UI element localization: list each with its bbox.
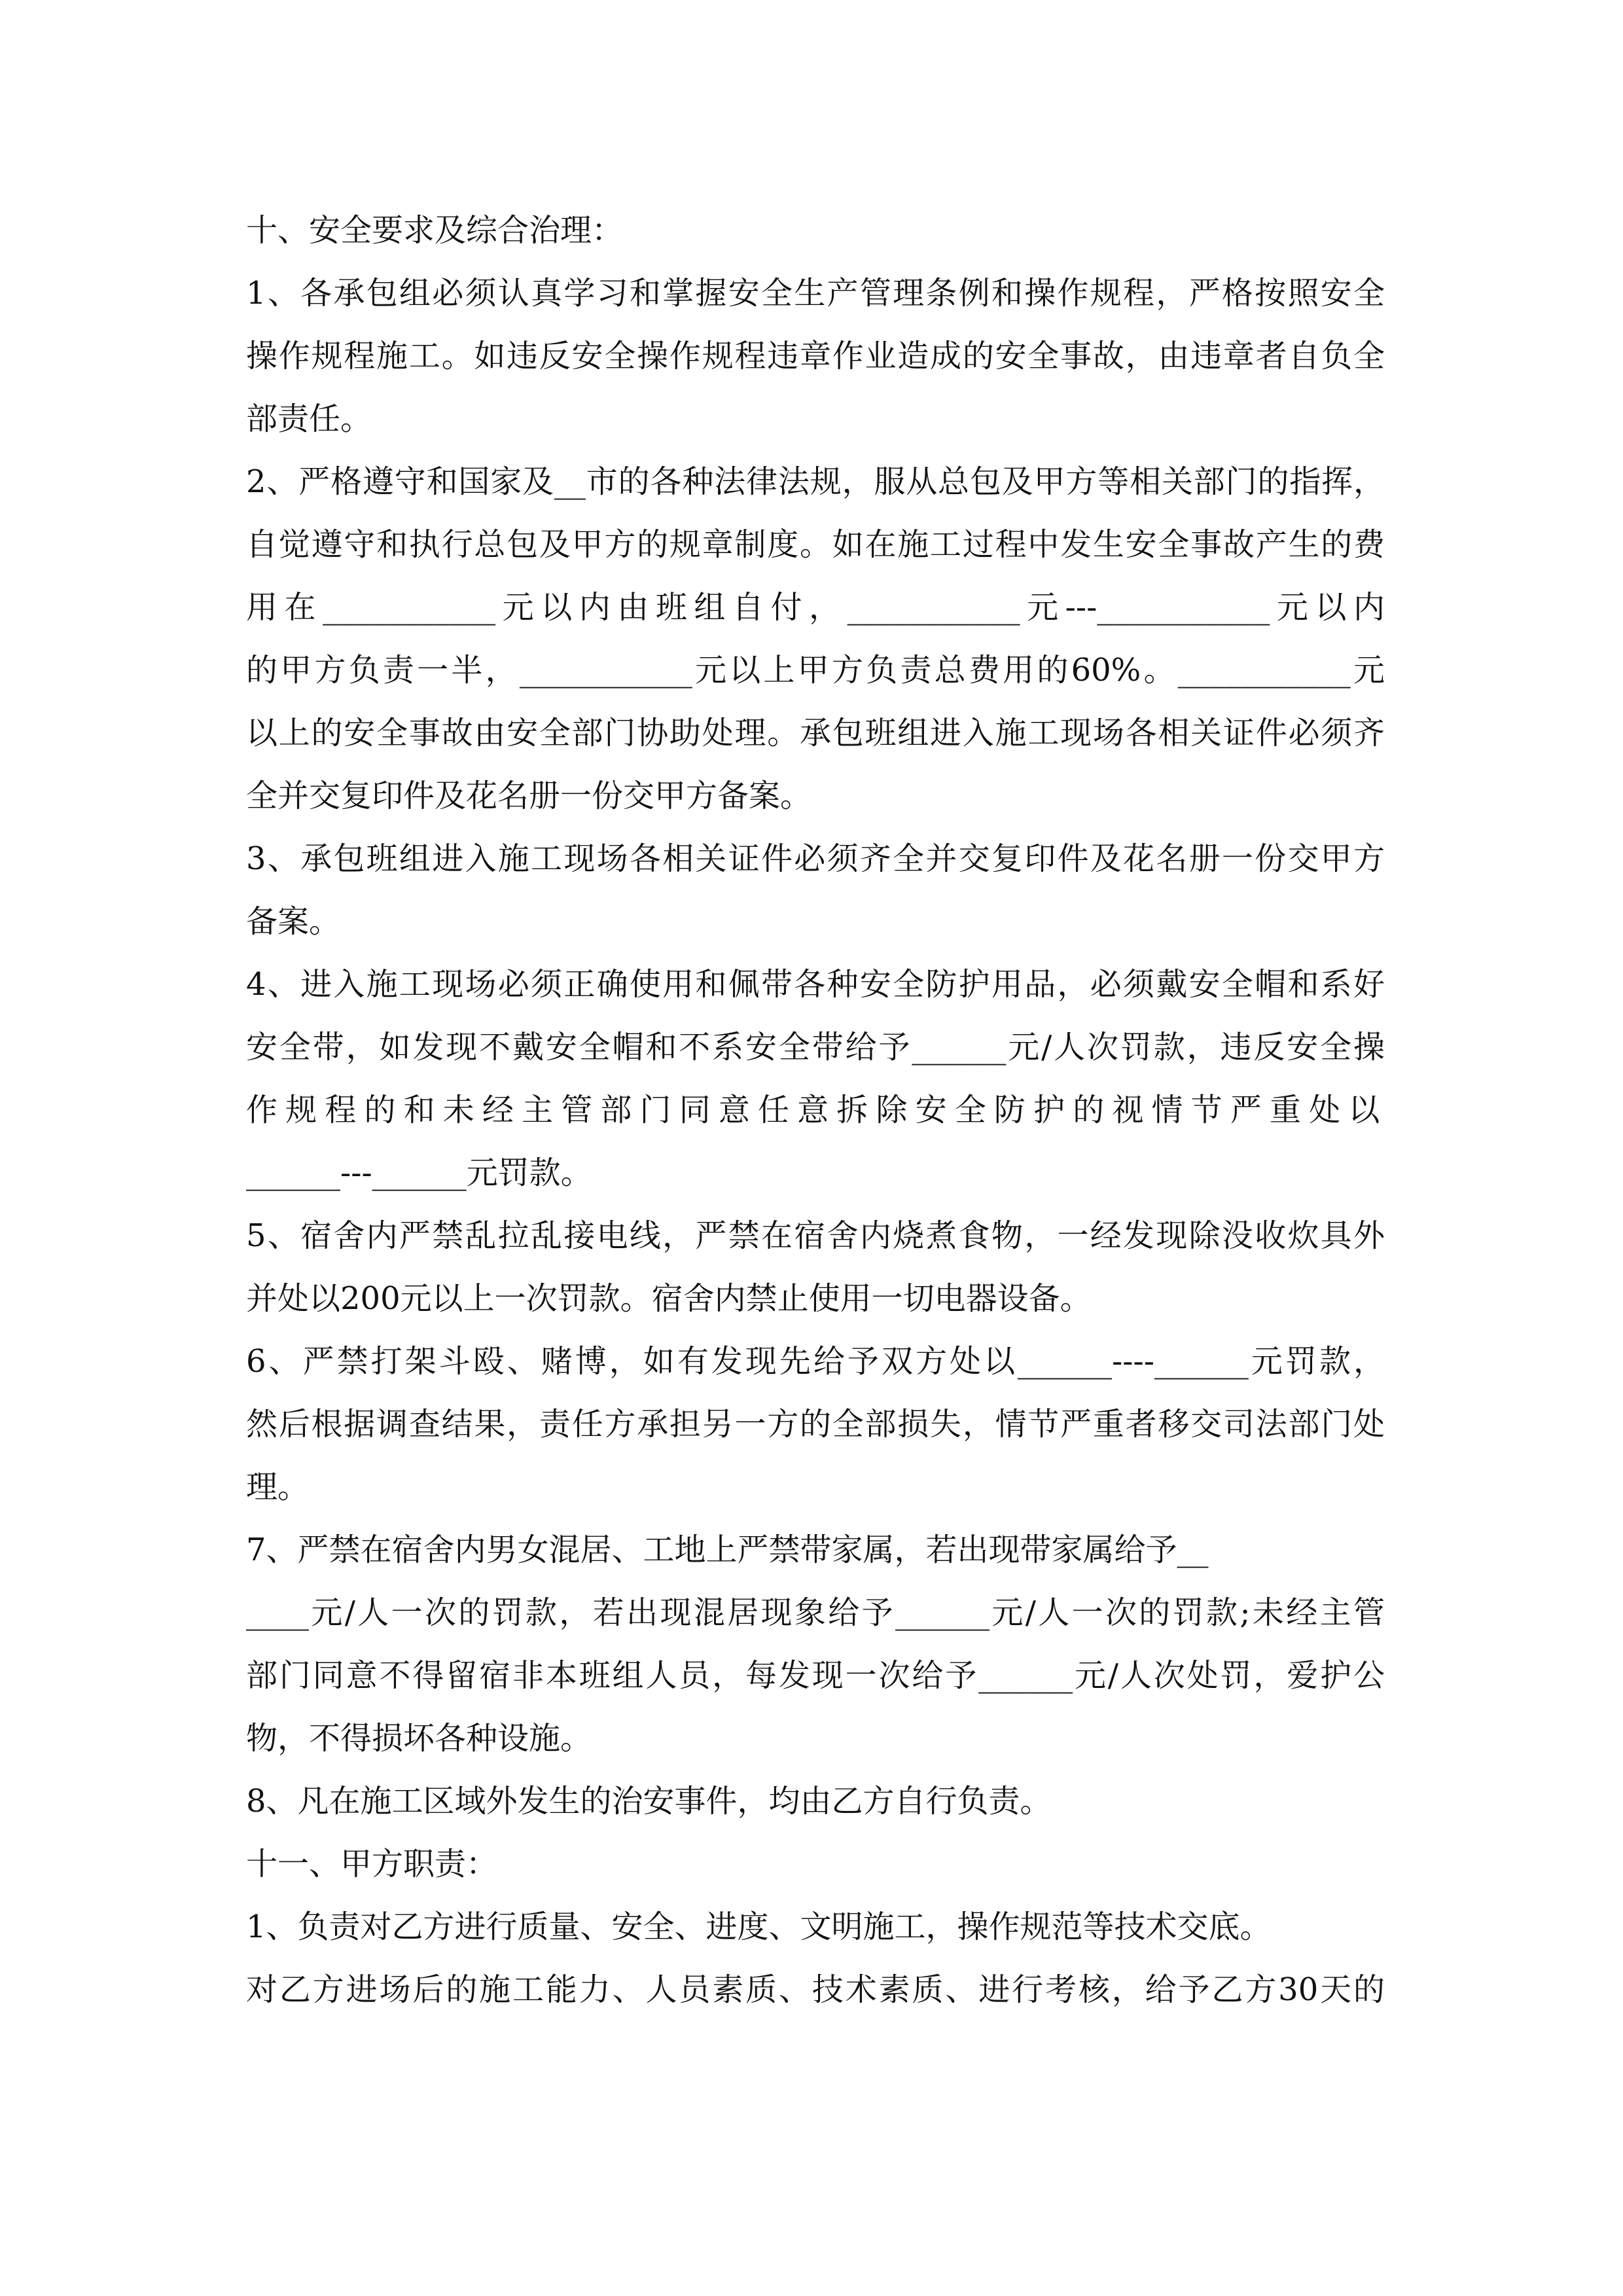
clause-3-line-2: 备案。 [246,903,341,940]
clause-4-line-4: ______---______元罚款。 [246,1155,592,1191]
section-heading-party-a: 十一、甲方职责： [246,1846,498,1882]
clause-7-line-3: 部门同意不得留宿非本班组人员，每发现一次给予______元/人次处罚，爱护公 [246,1657,1385,1694]
clause-7-line-4: 物，不得损坏各种设施。 [246,1720,592,1757]
clause-2-line-5: 以上的安全事故由安全部门协助处理。承包班组进入施工现场各相关证件必须齐 [246,715,1385,751]
clause-2-line-2: 自觉遵守和执行总包及甲方的规章制度。如在施工过程中发生安全事故产生的费 [246,526,1385,563]
party-a-clause-1-continuation: 对乙方进场后的施工能力、人员素质、技术素质、进行考核，给予乙方30天的 [246,1971,1385,2008]
clause-1-line-1: 1、各承包组必须认真学习和掌握安全生产管理条例和操作规程，严格按照安全 [246,275,1385,312]
clause-2-line-3: 用在___________元以内由班组自付，___________元---___________元以内 [246,589,1385,626]
clause-2-line-4: 的甲方负责一半，___________元以上甲方负责总费用的60%。___________元 [246,652,1385,689]
clause-4-line-2: 安全带，如发现不戴安全帽和不系安全带给予______元/人次罚款，违反安全操 [246,1029,1385,1066]
clause-6-line-1: 6、严禁打架斗殴、赌博，如有发现先给予双方处以______----______元罚款， [246,1343,1385,1380]
clause-4-line-3: 作规程的和未经主管部门同意任意拆除安全防护的视情节严重处以 [246,1092,1385,1128]
section-heading-safety: 十、安全要求及综合治理： [246,212,624,249]
clause-8-line-1: 8、凡在施工区域外发生的治安事件，均由乙方自行负责。 [246,1783,1052,1820]
clause-5-line-1: 5、宿舍内严禁乱拉乱接电线，严禁在宿舍内烧煮食物，一经发现除没收炊具外 [246,1217,1385,1254]
clause-6-line-2: 然后根据调查结果，责任方承担另一方的全部损失，情节严重者移交司法部门处 [246,1406,1385,1443]
party-a-clause-1: 1、负责对乙方进行质量、安全、进度、文明施工，操作规范等技术交底。 [246,1909,1272,1945]
clause-7-line-1: 7、严禁在宿舍内男女混居、工地上严禁带家属，若出现带家属给予__ [246,1532,1209,1568]
clause-3-line-1: 3、承包班组进入施工现场各相关证件必须齐全并交复印件及花名册一份交甲方 [246,840,1385,877]
clause-1-line-3: 部责任。 [246,401,372,437]
clause-4-line-1: 4、进入施工现场必须正确使用和佩带各种安全防护用品，必须戴安全帽和系好 [246,966,1385,1003]
clause-2-line-1: 2、严格遵守和国家及__市的各种法律法规，服从总包及甲方等相关部门的指挥， [246,463,1385,500]
clause-6-line-3: 理。 [246,1469,310,1505]
clause-2-line-6: 全并交复印件及花名册一份交甲方备案。 [246,778,812,814]
clause-7-line-2: ____元/人一次的罚款，若出现混居现象给予______元/人一次的罚款;未经主管 [246,1594,1385,1631]
clause-5-line-2: 并处以200元以上一次罚款。宿舍内禁止使用一切电器设备。 [246,1280,1092,1317]
clause-1-line-2: 操作规程施工。如违反安全操作规程违章作业造成的安全事故，由违章者自负全 [246,338,1385,374]
